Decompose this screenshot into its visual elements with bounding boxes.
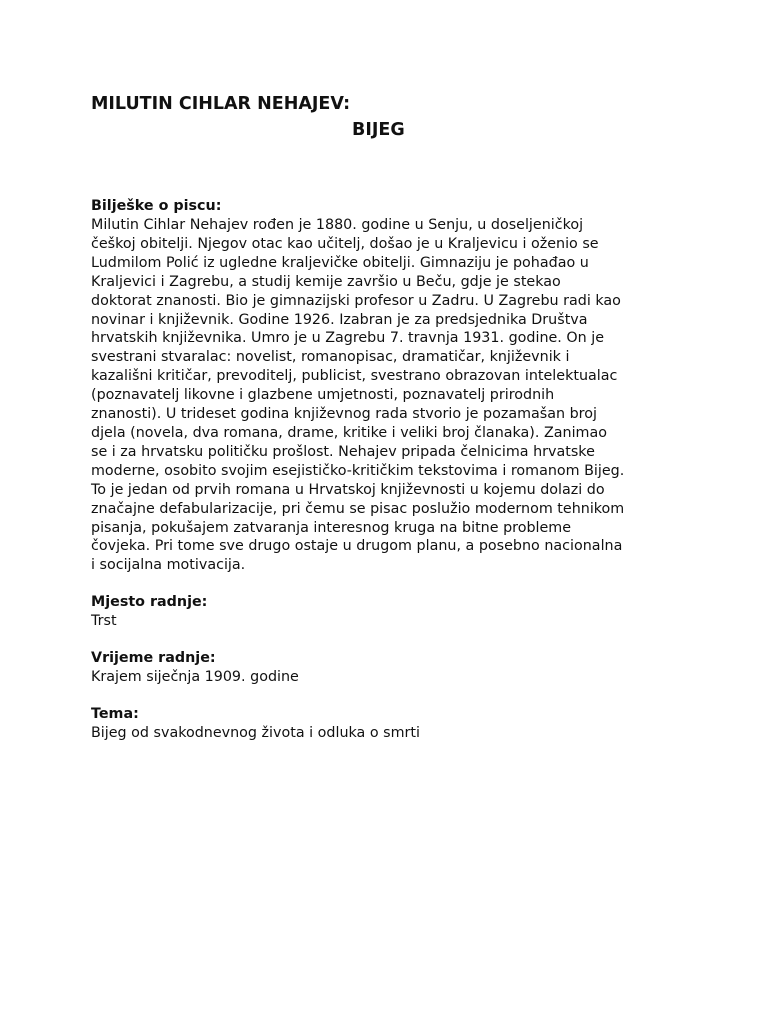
section-theme bbox=[91, 705, 691, 743]
bio-line: se i za hrvatsku političku prošlost. Nehajev pripada čelnicima hrvatske bbox=[91, 443, 595, 460]
bio-line: novinar i književnik. Godine 1926. Izabran je za predsjednika Društva bbox=[91, 311, 588, 328]
bio-line: kazališni kritičar, prevoditelj, publicist, svestrano obrazovan intelektualac bbox=[91, 368, 618, 385]
bio-line: moderne, osobito svojim esejističko-kritičkim tekstovima i romanom Bijeg. bbox=[91, 462, 625, 479]
bio-line: Ludmilom Polić iz ugledne kraljevičke obitelji. Gimnaziju je pohađao u bbox=[91, 254, 589, 271]
title-line-author: MILUTIN CIHLAR NEHAJEV: bbox=[91, 94, 351, 114]
bio-line: To je jedan od prvih romana u Hrvatskoj književnosti u kojemu dolazi do bbox=[91, 481, 605, 498]
bio-line: Kraljevici i Zagrebu, a studij kemije završio u Beču, gdje je stekao bbox=[91, 273, 561, 290]
section-author-notes bbox=[91, 197, 691, 575]
place-value: Trst bbox=[91, 613, 117, 630]
section-place bbox=[91, 593, 691, 631]
section-time bbox=[91, 649, 691, 687]
bio-line: (poznavatelj likovne i glazbene umjetnosti, poznavatelj prirodnih bbox=[91, 387, 555, 404]
bio-line: češkoj obitelji. Njegov otac kao učitelj, došao je u Kraljevicu i oženio se bbox=[91, 235, 599, 252]
bio-line: značajne defabularizacije, pri čemu se pisac poslužio modernom tehnikom bbox=[91, 500, 625, 517]
bio-line: svestrani stvaralac: novelist, romanopisac, dramatičar, književnik i bbox=[91, 349, 570, 366]
bio-line: znanosti). U trideset godina književnog rada stvorio je pozamašan broj bbox=[91, 406, 597, 423]
bio-line: čovjeka. Pri tome sve drugo ostaje u drugom planu, a posebno nacionalna bbox=[91, 538, 623, 555]
document-page bbox=[91, 91, 691, 743]
bio-line: i socijalna motivacija. bbox=[91, 557, 246, 574]
time-value: Krajem siječnja 1909. godine bbox=[91, 669, 299, 686]
document-title bbox=[91, 91, 691, 143]
bio-line: hrvatskih književnika. Umro je u Zagrebu 7. travnja 1931. godine. On je bbox=[91, 330, 605, 347]
title-line-work: BIJEG bbox=[352, 120, 405, 140]
theme-value: Bijeg od svakodnevnog života i odluka o smrti bbox=[91, 725, 420, 742]
bio-line: Milutin Cihlar Nehajev rođen je 1880. godine u Senju, u doseljeničkoj bbox=[91, 217, 584, 233]
heading-place: Mjesto radnje: bbox=[91, 594, 208, 611]
heading-time: Vrijeme radnje: bbox=[91, 650, 216, 667]
heading-author-notes: Bilješke o piscu: bbox=[91, 198, 222, 214]
heading-theme: Tema: bbox=[91, 706, 139, 723]
bio-line: doktorat znanosti. Bio je gimnazijski profesor u Zadru. U Zagrebu radi kao bbox=[91, 292, 621, 309]
bio-line: pisanja, pokušajem zatvaranja interesnog kruga na bitne probleme bbox=[91, 519, 572, 536]
bio-line: djela (novela, dva romana, drame, kritike i veliki broj članaka). Zanimao bbox=[91, 424, 607, 441]
